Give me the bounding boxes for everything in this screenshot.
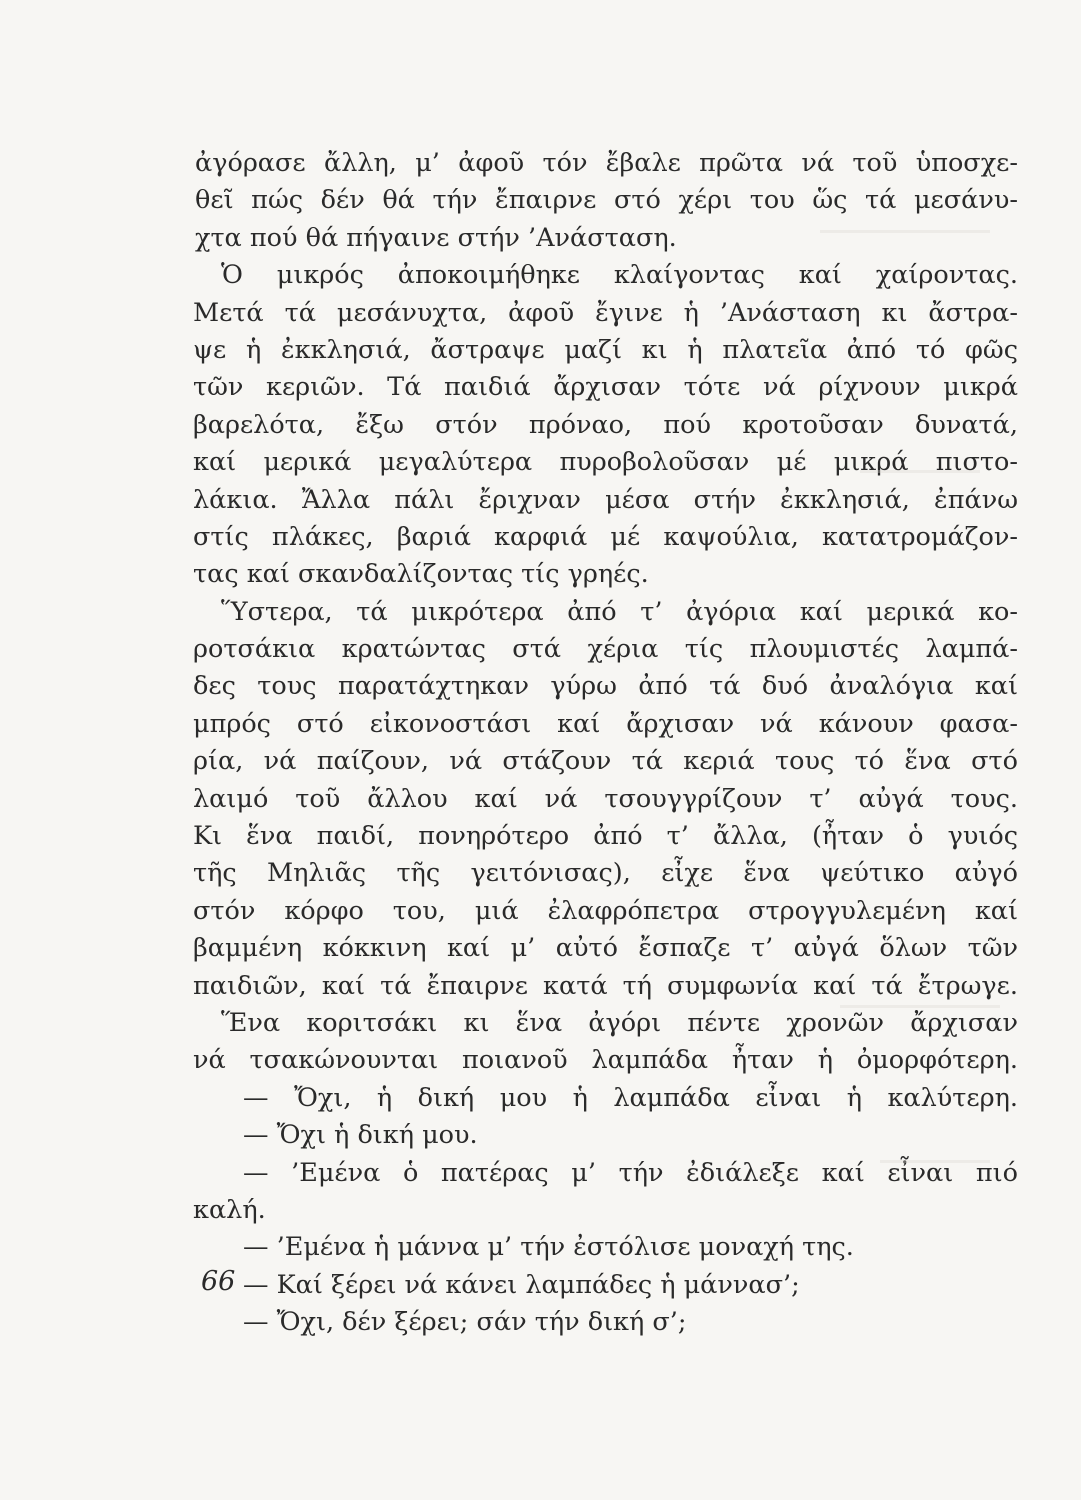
text-line-11: στίς πλάκες, βαριά καρφιά μέ καψούλια, κατατρομάζον- xyxy=(193,521,1018,552)
text-line-20: τῆς Μηλιᾶς τῆς γειτόνισας), εἶχε ἕνα ψεύτικο αὐγό xyxy=(193,858,1018,889)
text-line-24: Ἕνα κοριτσάκι κι ἕνα ἀγόρι πέντε χρονῶν ἄρχισαν xyxy=(221,1007,1018,1038)
dialogue-line-2: — Ὄχι ἡ δική μου. xyxy=(243,1120,478,1151)
text-line-9: καί μερικά μεγαλύτερα πυροβολοῦσαν μέ μικρά πιστο- xyxy=(193,447,1018,478)
dialogue-line-3-continued: καλή. xyxy=(193,1194,266,1225)
page-number: 66 xyxy=(201,1266,236,1297)
text-line-21: στόν κόρφο του, μιά ἐλαφρόπετρα στρογγυλεμένη καί xyxy=(193,895,1018,926)
text-line-13: Ὕστερα, τά μικρότερα ἀπό τ’ ἀγόρια καί μερικά κο- xyxy=(221,596,1018,627)
text-line-19: Κι ἕνα παιδί, πονηρότερο ἀπό τ’ ἄλλα, (ἦταν ὁ γυιός xyxy=(193,821,1018,852)
text-line-3: χτα πού θά πήγαινε στήν ’Ανάσταση. xyxy=(195,222,677,253)
text-line-4: Ὁ μικρός ἀποκοιμήθηκε κλαίγοντας καί χαίροντας. xyxy=(221,260,1018,291)
text-line-7: τῶν κεριῶν. Τά παιδιά ἄρχισαν τότε νά ρίχνουν μικρά xyxy=(193,372,1018,403)
text-line-12: τας καί σκανδαλίζοντας τίς γρηές. xyxy=(193,559,649,590)
dialogue-line-4: — ’Εμένα ἡ μάννα μ’ τήν ἐστόλισε μοναχή της. xyxy=(243,1232,854,1263)
text-line-14: ροτσάκια κρατώντας στά χέρια τίς πλουμιστές λαμπά- xyxy=(193,634,1018,665)
text-line-10: λάκια. Ἄλλα πάλι ἔριχναν μέσα στήν ἐκκλησιά, ἐπάνω xyxy=(193,484,1018,515)
text-line-18: λαιμό τοῦ ἄλλου καί νά τσουγγρίζουν τ’ αὐγά τους. xyxy=(193,783,1018,814)
text-line-6: ψε ἡ ἐκκλησιά, ἄστραψε μαζί κι ἡ πλατεῖα ἀπό τό φῶς xyxy=(193,334,1018,365)
dialogue-line-6: — Ὄχι, δέν ξέρει; σάν τήν δική σ’; xyxy=(243,1307,687,1338)
dialogue-line-3: — ’Εμένα ὁ πατέρας μ’ τήν ἐδιάλεξε καί εἶναι πιό xyxy=(243,1157,1018,1188)
dialogue-line-1: — Ὄχι, ἡ δική μου ἡ λαμπάδα εἶναι ἡ καλύτερη. xyxy=(243,1082,1018,1113)
text-line-25: νά τσακώνουνται ποιανοῦ λαμπάδα ἦταν ἡ ὀμορφότερη. xyxy=(193,1045,1018,1076)
text-line-1: ἀγόρασε ἄλλη, μ’ ἀφοῦ τόν ἔβαλε πρῶτα νά τοῦ ὑποσχε- xyxy=(195,148,1018,178)
text-line-17: ρία, νά παίζουν, νά στάζουν τά κεριά τους τό ἕνα στό xyxy=(193,746,1018,777)
text-line-16: μπρός στό εἰκονοστάσι καί ἄρχισαν νά κάνουν φασα- xyxy=(193,708,1018,739)
text-line-15: δες τους παρατάχτηκαν γύρω ἀπό τά δυό ἀναλόγια καί xyxy=(193,671,1018,702)
text-line-8: βαρελότα, ἔξω στόν πρόναο, πού κροτοῦσαν δυνατά, xyxy=(193,409,1018,440)
dialogue-line-5: — Καί ξέρει νά κάνει λαμπάδες ἡ μάννασ’; xyxy=(243,1269,800,1300)
text-line-2: θεῖ πώς δέν θά τήν ἔπαιρνε στό χέρι του ὥς τά μεσάνυ- xyxy=(195,185,1018,216)
text-line-23: παιδιῶν, καί τά ἔπαιρνε κατά τή συμφωνία καί τά ἔτρωγε. xyxy=(193,970,1018,1001)
text-line-22: βαμμένη κόκκινη καί μ’ αὐτό ἔσπαζε τ’ αὐγά ὅλων τῶν xyxy=(193,933,1018,964)
body-text xyxy=(193,145,1018,1342)
text-line-5: Μετά τά μεσάνυχτα, ἀφοῦ ἔγινε ἡ ’Ανάσταση κι ἄστρα- xyxy=(193,297,1018,328)
